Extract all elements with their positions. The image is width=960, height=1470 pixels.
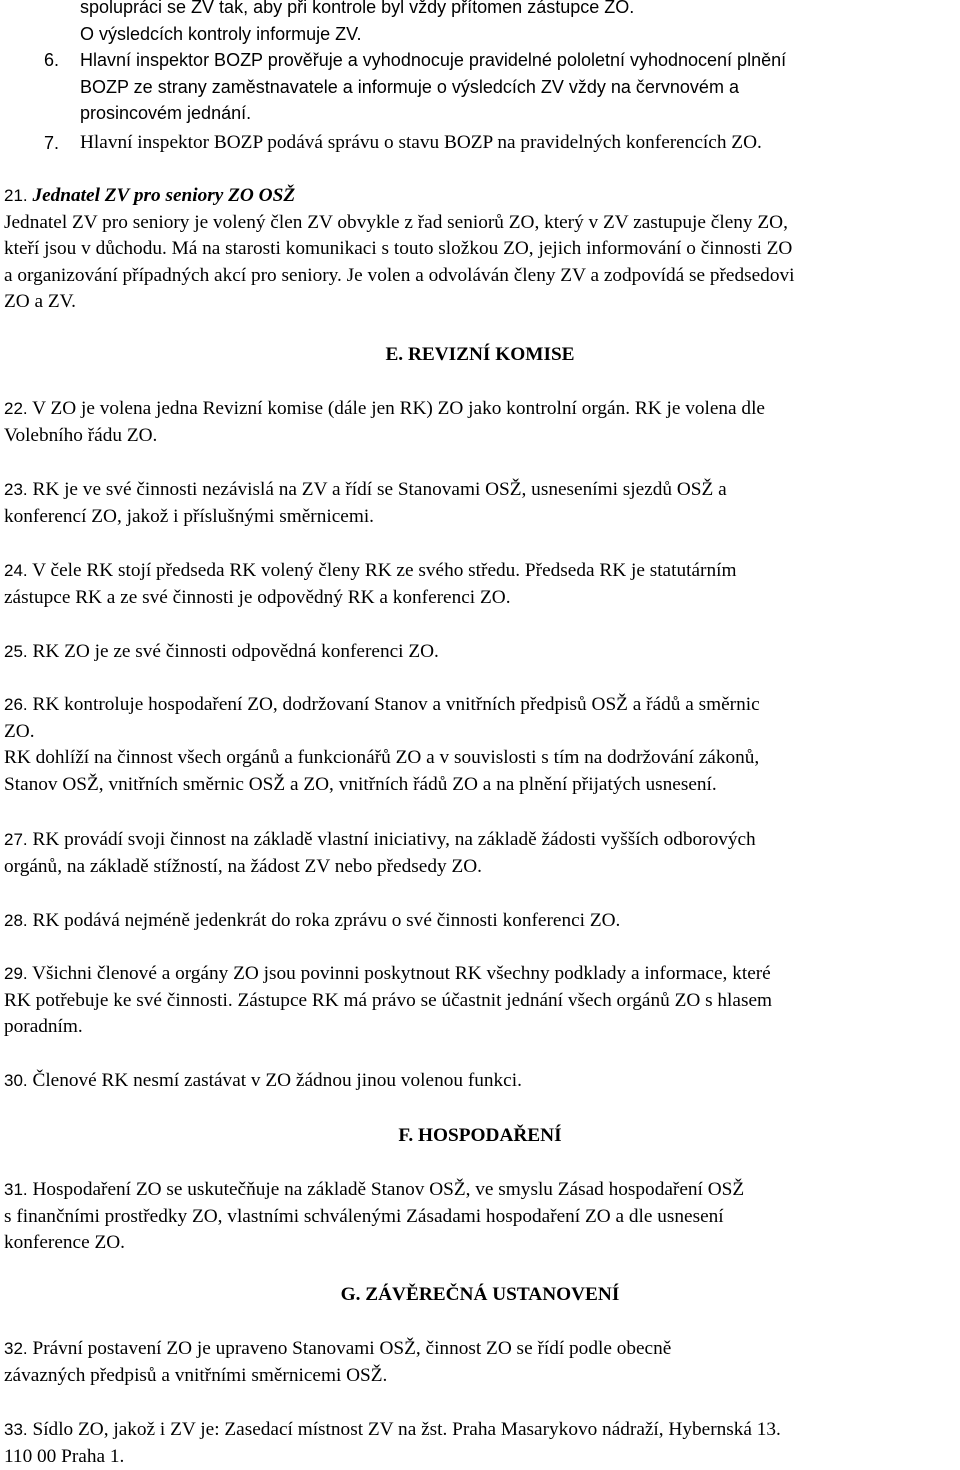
section-number: 25. — [4, 642, 28, 661]
section-number: 33. — [4, 1420, 28, 1439]
section-number: 31. — [4, 1180, 28, 1199]
text-line: zástupce RK a ze své činnosti je odpovědný RK a konferenci ZO. — [4, 585, 952, 612]
heading-zaverecna-ustanoveni: G. ZÁVĚREČNÁ USTANOVENÍ — [0, 1282, 960, 1309]
section-number: 21. — [4, 186, 28, 205]
text-line: a organizování případných akcí pro seniory. Je volen a odvoláván členy ZV a zodpovídá se předsedovi — [4, 263, 952, 290]
section-30 — [4, 1068, 952, 1095]
item-7-number: 7. — [44, 130, 59, 157]
section-31 — [4, 1177, 952, 1257]
text-line: s finančními prostředky ZO, vlastními schválenými Zásadami hospodaření ZO a dle usnesení — [4, 1204, 952, 1231]
item-6-text — [80, 47, 952, 127]
section-32 — [4, 1336, 952, 1389]
text-line: RK podává nejméně jedenkrát do roka zprávu o své činnosti konferenci ZO. — [32, 910, 620, 931]
section-number: 27. — [4, 830, 28, 849]
section-28 — [4, 908, 952, 935]
text-line: prosincovém jednání. — [80, 100, 952, 127]
text-line: závazných předpisů a vnitřními směrnicemi OSŽ. — [4, 1363, 952, 1390]
section-number: 22. — [4, 399, 28, 418]
text-line: 110 00 Praha 1. — [4, 1444, 952, 1470]
text-line: Stanov OSŽ, vnitřních směrnic OSŽ a ZO, vnitřních řádů ZO a na plnění přijatých usnesení. — [4, 772, 952, 799]
text-line: Členové RK nesmí zastávat v ZO žádnou jinou volenou funkci. — [32, 1070, 521, 1091]
section-number: 23. — [4, 480, 28, 499]
section-33 — [4, 1417, 952, 1470]
text-line: BOZP ze strany zaměstnavatele a informuje o výsledcích ZV vždy na červnovém a — [80, 74, 952, 101]
section-23 — [4, 477, 952, 530]
text-line: O výsledcích kontroly informuje ZV. — [80, 21, 952, 48]
section-number: 32. — [4, 1339, 28, 1358]
text-line: Právní postavení ZO je upraveno Stanovami OSŽ, činnost ZO se řídí podle obecně — [32, 1338, 671, 1359]
text-line: RK dohlíží na činnost všech orgánů a funkcionářů ZO a v souvislosti s tím na dodržování zákonů, — [4, 745, 952, 772]
section-21 — [4, 183, 952, 316]
text-line: V čele RK stojí předseda RK volený členy RK ze svého středu. Předseda RK je statutárním — [32, 560, 736, 581]
text-line: ZO a ZV. — [4, 289, 952, 316]
text-line: RK je ve své činnosti nezávislá na ZV a řídí se Stanovami OSŽ, usneseními sjezdů OSŽ a — [32, 479, 726, 500]
text-line: Volebního řádu ZO. — [4, 423, 952, 450]
text-line: orgánů, na základě stížností, na žádost ZV nebo předsedy ZO. — [4, 854, 952, 881]
section-number: 30. — [4, 1071, 28, 1090]
section-27 — [4, 827, 952, 880]
text-line: RK ZO je ze své činnosti odpovědná konferenci ZO. — [32, 641, 438, 662]
text-line: Hospodaření ZO se uskutečňuje na základě Stanov OSŽ, ve smyslu Zásad hospodaření OSŽ — [32, 1179, 744, 1200]
section-26 — [4, 692, 952, 798]
text-line: poradním. — [4, 1014, 952, 1041]
section-21-title: Jednatel ZV pro seniory ZO OSŽ — [32, 185, 295, 206]
text-line: RK potřebuje ke své činnosti. Zástupce RK má právo se účastnit jednání všech orgánů ZO s hlasem — [4, 988, 952, 1015]
section-number: 26. — [4, 695, 28, 714]
section-29 — [4, 961, 952, 1041]
text-line: kteří jsou v důchodu. Má na starosti komunikaci s touto složkou ZO, jejich informování o činnosti ZO — [4, 236, 952, 263]
text-line: spolupráci se ZV tak, aby při kontrole byl vždy přítomen zástupce ZO. — [80, 0, 952, 21]
item-6-number: 6. — [44, 47, 59, 74]
text-line: V ZO je volena jedna Revizní komise (dále jen RK) ZO jako kontrolní orgán. RK je volena dle — [32, 398, 765, 419]
text-line: Všichni členové a orgány ZO jsou povinni poskytnout RK všechny podklady a informace, které — [32, 963, 771, 984]
section-22 — [4, 396, 952, 449]
section-number: 24. — [4, 561, 28, 580]
heading-revizni-komise: E. REVIZNÍ KOMISE — [0, 342, 960, 369]
text-line: Sídlo ZO, jakož i ZV je: Zasedací místnost ZV na žst. Praha Masarykovo nádraží, Hybernská 13. — [32, 1419, 780, 1440]
text-line: konferencí ZO, jakož i příslušnými směrnicemi. — [4, 504, 952, 531]
section-24 — [4, 558, 952, 611]
section-25 — [4, 639, 952, 666]
text-line: RK kontroluje hospodaření ZO, dodržovaní Stanov a vnitřních předpisů OSŽ a řádů a směrnic — [32, 694, 759, 715]
text-line: ZO. — [4, 719, 952, 746]
section-number: 29. — [4, 964, 28, 983]
text-line: RK provádí svoji činnost na základě vlastní iniciativy, na základě žádosti vyšších odborových — [32, 829, 755, 850]
text-line: konference ZO. — [4, 1230, 952, 1257]
heading-hospodareni: F. HOSPODAŘENÍ — [0, 1123, 960, 1150]
item-7-text — [80, 130, 952, 157]
item-5-continuation — [80, 0, 952, 47]
section-number: 28. — [4, 911, 28, 930]
text-line: Hlavní inspektor BOZP podává správu o stavu BOZP na pravidelných konferencích ZO. — [80, 130, 952, 157]
text-line: Hlavní inspektor BOZP prověřuje a vyhodnocuje pravidelné pololetní vyhodnocení plnění — [80, 47, 952, 74]
text-line: Jednatel ZV pro seniory je volený člen ZV obvykle z řad seniorů ZO, který v ZV zastupuje členy ZO, — [4, 210, 952, 237]
